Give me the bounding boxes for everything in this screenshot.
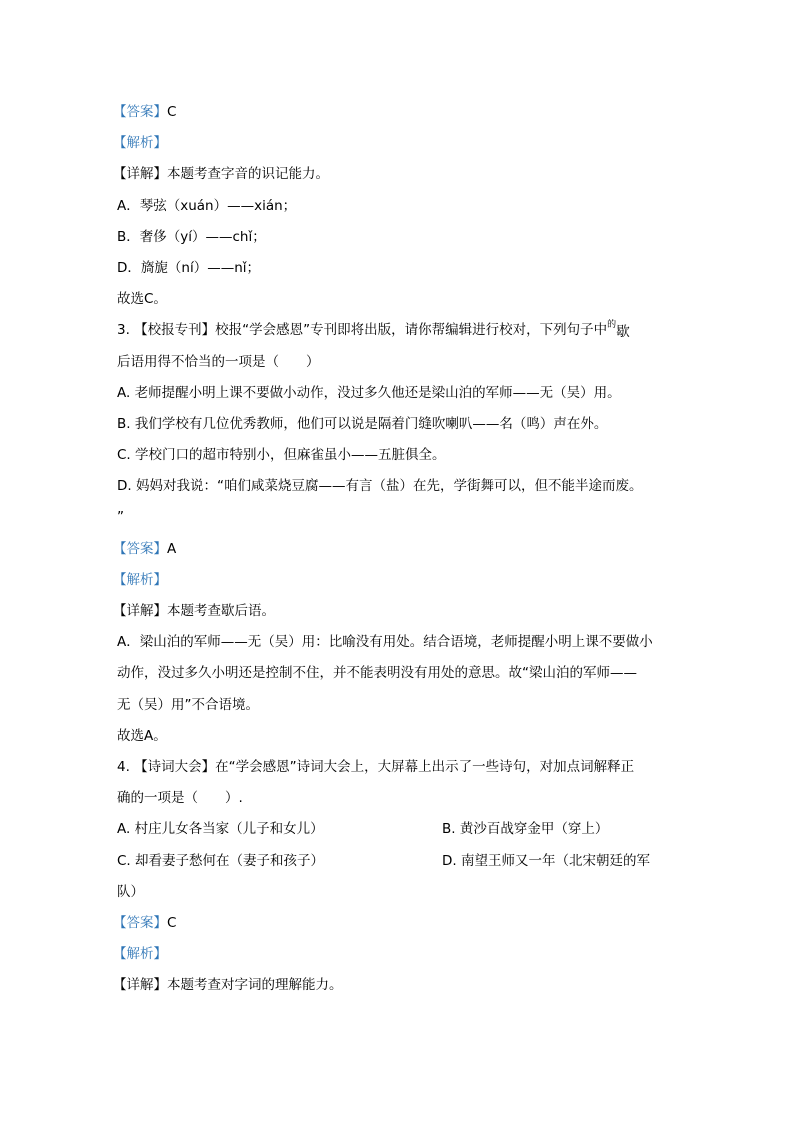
q4-option-d: D. 南望王师又一年（北宋朝廷的军	[442, 852, 650, 869]
q3-explain: 动作，没过多久小明还是控制不住，并不能表明没有用处的意思。故“梁山泊的军师——	[117, 665, 637, 682]
q3-explain: A．梁山泊的军师——无（吴）用：比喻没有用处。结合语境，老师提醒小明上课不要做小	[117, 634, 653, 651]
q3-answer	[113, 534, 677, 565]
detail-label: 【详解】	[113, 977, 167, 994]
q4-answer	[113, 908, 677, 939]
answer-value: C	[167, 914, 177, 931]
q3-conclusion: 故选A。	[117, 727, 167, 744]
q3-stem-text: 3. 【校报专刊】校报“学会感恩”专刊即将出版，请你帮编辑进行校对，下列句子中	[117, 322, 608, 339]
q4-option-b: B. 黄沙百战穿金甲（穿上）	[442, 821, 609, 838]
document-page	[113, 97, 677, 1001]
detail-text: 本题考查对字词的理解能力。	[167, 977, 343, 994]
answer-label: 【答案】	[113, 104, 167, 120]
q2-conclusion: 故选C。	[117, 291, 167, 308]
detail-text: 本题考查字音的识记能力。	[167, 166, 329, 183]
q2-line: B．奢侈（yí）——chǐ；	[117, 228, 266, 245]
detail-text: 本题考查歇后语。	[167, 603, 275, 619]
q4-option-c: C. 却看妻子愁何在（妻子和孩子）	[117, 852, 325, 869]
q2-answer	[113, 97, 677, 128]
q3-stem	[117, 315, 677, 346]
q3-stem-tail: 歇	[616, 324, 630, 341]
analysis-label: 【解析】	[113, 571, 167, 588]
q2-line: A．琴弦（xuán）——xián；	[117, 197, 297, 214]
q3-stem-line2: 后语用得不恰当的一项是（ ）	[117, 353, 320, 370]
q4-stem: 4. 【诗词大会】在“学会感恩”诗词大会上，大屏幕上出示了一些诗句，对加点词解释正	[117, 758, 635, 775]
answer-label: 【答案】	[113, 914, 167, 931]
q4-detail	[113, 970, 677, 1001]
q4-options-row1	[117, 814, 677, 845]
q2-detail	[113, 159, 677, 190]
q3-detail	[113, 596, 677, 627]
q3-option-a: A. 老师提醒小明上课不要做小动作，没过多久他还是梁山泊的军师——无（吴）用。	[117, 384, 621, 401]
q2-line: D．旖旎（ní）——nǐ；	[117, 259, 261, 276]
answer-label: 【答案】	[113, 540, 167, 557]
q3-analysis-label	[113, 565, 677, 596]
q3-option-b: B. 我们学校有几位优秀教师，他们可以说是隔着门缝吹喇叭——名（鸣）声在外。	[117, 415, 608, 432]
q3-explain: 无（吴）用”不合语境。	[117, 696, 259, 713]
answer-value: C	[167, 104, 177, 120]
q4-stem-line2: 确的一项是（ ）.	[117, 790, 243, 807]
q4-options-row2	[117, 846, 677, 877]
q3-option-c: C. 学校门口的超市特别小，但麻雀虽小——五脏俱全。	[117, 447, 446, 464]
detail-label: 【详解】	[113, 166, 167, 183]
analysis-label: 【解析】	[113, 135, 167, 152]
q3-option-d-cont: ”	[117, 509, 124, 526]
answer-value: A	[167, 540, 177, 557]
q3-option-d: D. 妈妈对我说：“咱们咸菜烧豆腐——有言（盐）在先，学街舞可以，但不能半途而废。	[117, 478, 643, 495]
analysis-label: 【解析】	[113, 946, 167, 963]
detail-label: 【详解】	[113, 603, 167, 619]
q4-analysis-label	[113, 939, 677, 970]
q3-stem-sup: 的	[607, 320, 617, 331]
q4-option-d-cont: 队）	[117, 883, 144, 900]
q2-analysis-label	[113, 128, 677, 159]
q4-option-a: A. 村庄儿女各当家（儿子和女儿）	[117, 821, 324, 838]
